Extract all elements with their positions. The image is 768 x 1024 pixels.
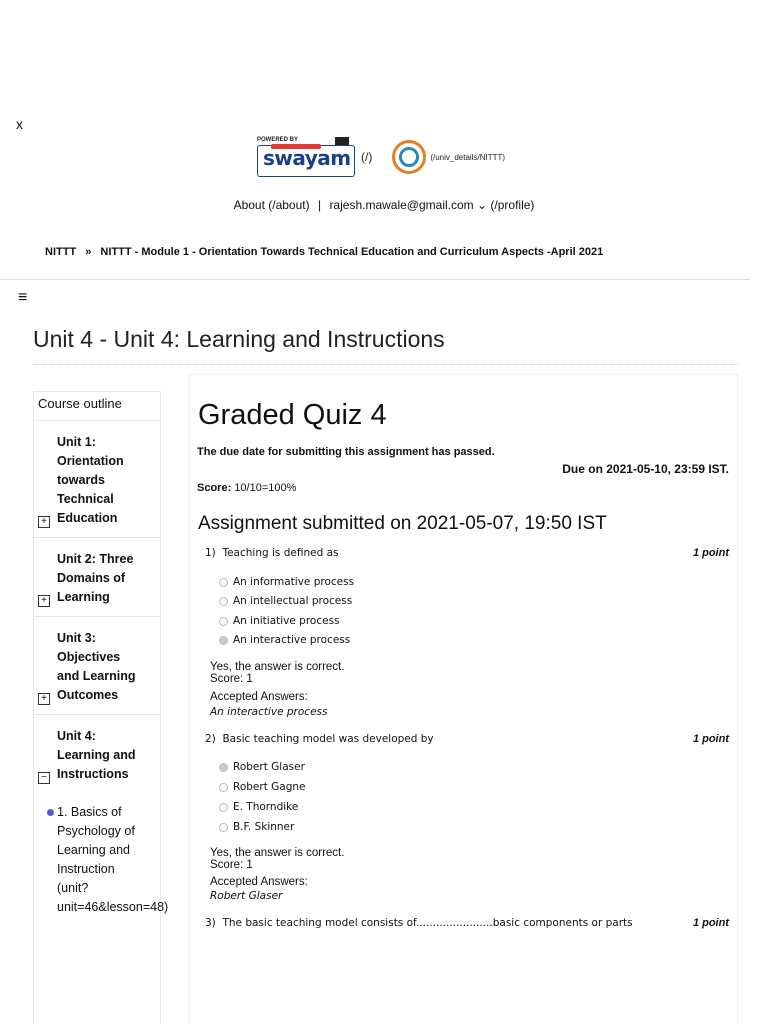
page-title: Unit 4 - Unit 4: Learning and Instructions: [33, 326, 445, 352]
question-number: 2): [205, 733, 216, 745]
question-text: [205, 917, 633, 929]
question-points: 1 point: [692, 733, 729, 745]
nittt-logo-inner: [399, 147, 419, 167]
radio-button[interactable]: [219, 578, 228, 587]
swayam-powered-by: POWERED BY: [257, 137, 299, 143]
question-number: 1): [205, 547, 216, 559]
swayam-home-link[interactable]: (/): [361, 150, 373, 164]
radio-button[interactable]: [219, 617, 228, 626]
option-label: E. Thorndike: [233, 801, 299, 813]
quiz-content: [188, 374, 738, 1024]
option-label: Robert Glaser: [233, 761, 305, 773]
title-divider: [33, 364, 738, 365]
collapse-minus-icon[interactable]: −: [38, 772, 50, 784]
answer-option[interactable]: [219, 595, 352, 607]
radio-button[interactable]: [219, 823, 228, 832]
question-points: 1 point: [692, 547, 729, 559]
header-divider: [0, 279, 750, 280]
expand-plus-icon[interactable]: +: [38, 693, 50, 705]
accepted-answers-label: Accepted Answers:: [210, 876, 308, 888]
nittt-link[interactable]: (/univ_details/NITTT): [430, 152, 506, 162]
radio-button-selected[interactable]: [219, 636, 228, 645]
unit-line: and Learning: [57, 669, 136, 683]
sidebar-lesson-link[interactable]: [34, 793, 169, 917]
question-text: [205, 547, 338, 559]
radio-button[interactable]: [219, 783, 228, 792]
close-button[interactable]: x: [16, 116, 23, 132]
submission-heading: Assignment submitted on 2021-05-07, 19:50 IST: [198, 513, 607, 534]
option-label: Robert Gagne: [233, 781, 306, 793]
question-prompt: Basic teaching model was developed by: [222, 733, 434, 745]
sidebar-unit-3[interactable]: [34, 617, 160, 715]
option-label: An initiative process: [233, 615, 340, 627]
accepted-answers-label: Accepted Answers:: [210, 691, 308, 703]
answer-option[interactable]: [219, 801, 298, 813]
unit-line: Learning: [57, 590, 110, 604]
answer-option[interactable]: [219, 821, 294, 833]
sidebar-unit-1[interactable]: [34, 421, 160, 538]
unit-line: Unit 3:: [57, 631, 96, 645]
unit-line: Orientation: [57, 454, 124, 468]
hamburger-menu-icon[interactable]: ≡: [18, 289, 28, 306]
user-email-link[interactable]: rajesh.mawale@gmail.com: [329, 198, 474, 212]
nav-separator: |: [317, 198, 322, 212]
due-date: Due on 2021-05-10, 23:59 IST.: [562, 462, 729, 476]
quiz-title: Graded Quiz 4: [198, 399, 387, 431]
expand-plus-icon[interactable]: +: [38, 595, 50, 607]
unit-line: Instructions: [57, 767, 129, 781]
radio-button-selected[interactable]: [219, 763, 228, 772]
quiz-score: [197, 482, 296, 494]
course-outline-heading: Course outline: [34, 392, 160, 421]
option-label: An interactive process: [233, 634, 351, 646]
question-number: 3): [205, 917, 216, 929]
unit-line: Unit 4:: [57, 729, 96, 743]
answer-feedback: Yes, the answer is correct.: [210, 847, 345, 859]
about-link[interactable]: About (/about): [233, 198, 310, 212]
question-prompt: The basic teaching model consists of.......................basic components or parts: [222, 917, 633, 929]
unit-line: towards: [57, 473, 105, 487]
lesson-line: unit=46&lesson=48): [57, 900, 169, 914]
breadcrumb: [45, 246, 603, 258]
swayam-wordmark: swayam: [263, 146, 351, 170]
swayam-logo[interactable]: [255, 135, 355, 179]
due-passed-notice: The due date for submitting this assignment has passed.: [197, 446, 495, 458]
unit-line: Unit 1:: [57, 435, 96, 449]
top-nav: [0, 198, 768, 212]
answer-option-selected[interactable]: [219, 761, 305, 773]
accepted-answer: An interactive process: [210, 706, 328, 718]
radio-button[interactable]: [219, 803, 228, 812]
answer-option[interactable]: [219, 576, 354, 588]
radio-button[interactable]: [219, 597, 228, 606]
graduation-cap-icon: [335, 137, 349, 145]
lesson-line: Instruction: [57, 862, 115, 876]
chevron-down-icon[interactable]: ⌄: [477, 198, 488, 212]
profile-link[interactable]: (/profile): [490, 198, 535, 212]
answer-score: Score: 1: [210, 673, 253, 685]
sidebar-unit-4[interactable]: [34, 715, 160, 793]
score-label: Score:: [197, 482, 232, 494]
breadcrumb-separator: »: [85, 246, 92, 258]
unit-line: Outcomes: [57, 688, 119, 702]
breadcrumb-item-nittt[interactable]: NITTT: [45, 246, 77, 258]
question-text: [205, 733, 434, 745]
header-logos: [255, 135, 505, 179]
answer-score: Score: 1: [210, 859, 253, 871]
sidebar-unit-2[interactable]: [34, 538, 160, 617]
answer-feedback: Yes, the answer is correct.: [210, 661, 345, 673]
current-lesson-dot-icon: [47, 809, 54, 816]
unit-line: Unit 2: Three: [57, 552, 134, 566]
option-label: B.F. Skinner: [233, 821, 295, 833]
breadcrumb-item-course[interactable]: NITTT - Module 1 - Orientation Towards Technical Education and Curriculum Aspects -April 2021: [100, 246, 604, 258]
lesson-line: Psychology of: [57, 824, 135, 838]
lesson-line: (unit?: [57, 881, 89, 895]
question-prompt: Teaching is defined as: [222, 547, 339, 559]
nittt-logo[interactable]: [392, 140, 426, 174]
unit-line: Objectives: [57, 650, 121, 664]
unit-line: Technical: [57, 492, 114, 506]
unit-line: Education: [57, 511, 118, 525]
unit-line: Domains of: [57, 571, 126, 585]
option-label: An informative process: [233, 576, 355, 588]
accepted-answer: Robert Glaser: [210, 890, 283, 902]
expand-plus-icon[interactable]: +: [38, 516, 50, 528]
unit-line: Learning and: [57, 748, 136, 762]
answer-option[interactable]: [219, 781, 306, 793]
question-points: 1 point: [692, 917, 729, 929]
lesson-line: 1. Basics of: [57, 805, 122, 819]
answer-option[interactable]: [219, 615, 340, 627]
lesson-line: Learning and: [57, 843, 130, 857]
option-label: An intellectual process: [233, 595, 353, 607]
answer-option-selected[interactable]: [219, 634, 350, 646]
course-outline-sidebar: [33, 391, 169, 1024]
score-value: 10/10=100%: [234, 482, 297, 494]
